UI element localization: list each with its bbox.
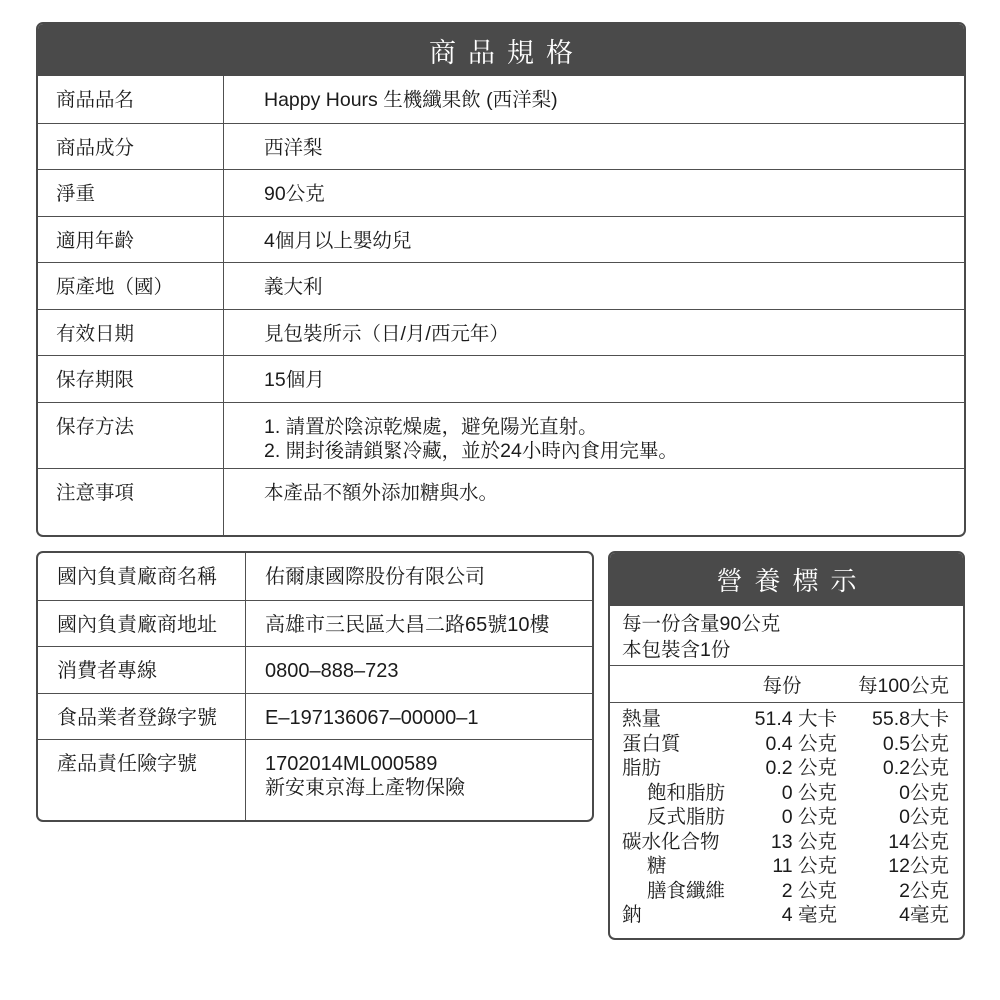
row-value: Happy Hours 生機纖果飲 (西洋梨) xyxy=(264,89,558,111)
table-row-food-business-registration xyxy=(38,693,592,740)
per-serving-value: 2 公克 xyxy=(781,879,837,902)
per-serving-value: 4 毫克 xyxy=(781,904,837,926)
per-serving-value: 11 公克 xyxy=(772,855,837,877)
servings-per-package-line: 本包裝含1份 xyxy=(622,639,731,661)
row-label: 國內負責廠商名稱 xyxy=(38,553,246,600)
nutrient-name: 碳水化合物 xyxy=(622,830,720,853)
per-100g-value: 0公克 xyxy=(899,806,949,828)
nutrition-column-headers xyxy=(610,665,963,702)
nutrient-name: 膳食纖維 xyxy=(647,879,726,902)
nutrition-row-dietary-fiber xyxy=(622,879,949,904)
row-label: 有效日期 xyxy=(38,310,224,356)
nutrient-name: 熱量 xyxy=(622,708,662,730)
storage-method-line-1: 1. 請置於陰涼乾燥處，避免陽光直射。 xyxy=(264,415,598,438)
row-label: 淨重 xyxy=(38,170,224,216)
row-label: 原產地（國） xyxy=(38,263,224,309)
nutrient-name: 鈉 xyxy=(622,904,642,926)
nutrition-row-protein xyxy=(622,732,949,757)
nutrition-row-carbohydrate xyxy=(622,830,949,855)
nutrition-row-saturated-fat xyxy=(622,781,949,806)
per-100g-value: 2公克 xyxy=(899,879,949,902)
nutrient-name: 反式脂肪 xyxy=(647,806,726,828)
per-100g-value: 0.5公克 xyxy=(882,732,949,755)
nutrition-header xyxy=(610,553,963,606)
table-row-product-liability-insurance xyxy=(38,739,592,822)
table-row-suitable-age xyxy=(38,216,964,263)
table-row-vendor-name xyxy=(38,553,592,600)
row-label: 消費者專線 xyxy=(38,647,246,693)
row-value: 高雄市三民區大昌二路65號10樓 xyxy=(265,613,550,636)
vendor-info-table xyxy=(36,551,594,822)
row-value: 4個月以上嬰幼兒 xyxy=(264,229,412,252)
spec-table-header xyxy=(38,24,964,76)
row-value: 本產品不額外添加糖與水。 xyxy=(264,481,499,504)
row-value: 西洋梨 xyxy=(264,136,323,159)
insurance-company-line: 新安東京海上產物保險 xyxy=(265,777,465,799)
row-value: 15個月 xyxy=(264,369,325,391)
table-row-consumer-hotline xyxy=(38,646,592,693)
per-100g-value: 0.2公克 xyxy=(882,757,949,779)
serving-info xyxy=(610,606,963,665)
per-100g-value: 4毫克 xyxy=(899,904,949,926)
row-label: 適用年齡 xyxy=(38,217,224,263)
per-100g-value: 12公克 xyxy=(888,855,949,877)
per-100g-value: 0公克 xyxy=(899,781,949,804)
nutrition-row-sodium xyxy=(622,903,949,928)
per-100g-value: 14公克 xyxy=(888,830,949,853)
table-row-product-name xyxy=(38,76,964,123)
table-row-expiry-date xyxy=(38,309,964,356)
row-value: 90公克 xyxy=(264,183,325,205)
row-value: 義大利 xyxy=(264,276,323,298)
table-row-precautions xyxy=(38,468,964,538)
nutrient-name: 飽和脂肪 xyxy=(647,781,726,804)
nutrition-values xyxy=(610,702,963,928)
nutrition-row-calories xyxy=(622,707,949,732)
row-value: 0800–888–723 xyxy=(265,660,399,682)
row-label: 國內負責廠商地址 xyxy=(38,601,246,647)
row-label: 商品品名 xyxy=(38,76,224,123)
row-value: 佑爾康國際股份有限公司 xyxy=(265,566,485,588)
nutrition-row-fat xyxy=(622,756,949,781)
table-row-net-weight xyxy=(38,169,964,216)
row-label: 產品責任險字號 xyxy=(38,740,246,822)
per-serving-value: 0 公克 xyxy=(781,781,837,804)
nutrition-facts-label xyxy=(608,551,965,940)
spec-table-title: 商品規格 xyxy=(429,37,585,68)
storage-method-line-2: 2. 開封後請鎖緊冷藏，並於24小時內食用完畢。 xyxy=(264,439,678,462)
row-value xyxy=(246,740,592,822)
table-row-shelf-life xyxy=(38,355,964,402)
row-value: E–197136067–00000–1 xyxy=(265,706,479,729)
insurance-number-line: 1702014ML000589 xyxy=(265,753,438,775)
table-row-origin-country xyxy=(38,262,964,309)
table-row-storage-method xyxy=(38,402,964,468)
table-row-ingredients xyxy=(38,123,964,170)
nutrient-name: 蛋白質 xyxy=(622,732,681,755)
row-label: 商品成分 xyxy=(38,124,224,170)
product-spec-table xyxy=(36,22,966,537)
row-value xyxy=(224,403,964,468)
per-serving-value: 0.4 公克 xyxy=(765,732,837,755)
per-serving-value: 0 公克 xyxy=(781,806,837,828)
per-serving-value: 13 公克 xyxy=(770,830,837,853)
nutrition-row-sugar xyxy=(622,854,949,879)
nutrient-name: 糖 xyxy=(647,855,667,877)
per-serving-value: 0.2 公克 xyxy=(765,757,837,779)
table-row-vendor-address xyxy=(38,600,592,647)
row-label: 注意事項 xyxy=(38,469,224,538)
per-serving-value: 51.4 大卡 xyxy=(754,708,837,730)
nutrition-row-trans-fat xyxy=(622,805,949,830)
row-label: 保存方法 xyxy=(38,403,224,468)
per-100g-value: 55.8大卡 xyxy=(872,708,949,730)
per-100g-column-header: 每100公克 xyxy=(857,675,949,697)
serving-size-line: 每一份含量90公克 xyxy=(622,613,781,635)
nutrition-title: 營養標示 xyxy=(716,566,869,596)
per-serving-column-header: 每份 xyxy=(762,675,802,697)
row-label: 保存期限 xyxy=(38,356,224,402)
row-value: 見包裝所示（日/月/西元年） xyxy=(264,322,509,345)
row-label: 食品業者登錄字號 xyxy=(38,694,246,740)
nutrient-name: 脂肪 xyxy=(622,757,662,779)
